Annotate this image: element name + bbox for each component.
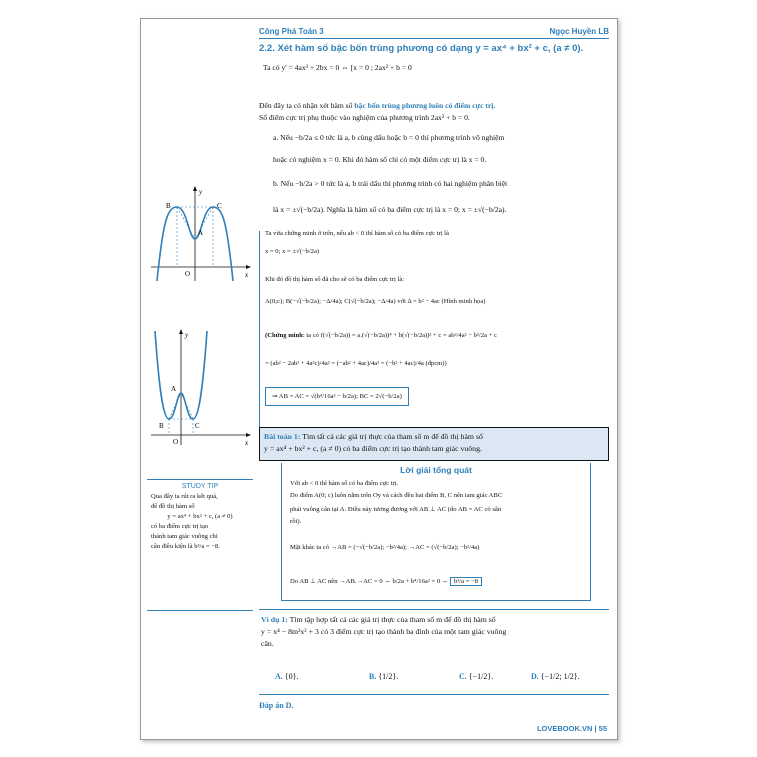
page-footer: LOVEBOOK.VN | 55 <box>536 724 607 733</box>
graph-w-shape <box>147 183 255 283</box>
solution-line-2: Do điểm A(0; c) luôn nằm trên Oy và cách đều hai điểm B, C nên tam giác ABC <box>290 492 503 499</box>
graph1-label-x: x <box>245 271 249 279</box>
example-1-box <box>259 609 609 695</box>
solution-result-box: b³/a = −8 <box>450 577 482 586</box>
solution-line-3: phải vuông cân tại A. Điều này tương đương với AB ⊥ AC (do AB = AC có sẵn <box>290 506 502 513</box>
example-1-label: Ví dụ 1: <box>261 615 288 624</box>
graph1-label-y: y <box>199 188 203 196</box>
graph2-label-x: x <box>245 439 249 447</box>
study-tip-body: Qua đây ta rút ra kết quả, để đồ thị hàm số y = ax⁴ + bx² + c, (a ≠ 0) có ba điểm cực trị tạo thành tam giác vuông chỉ cần điều kiện là b³/a = −8. <box>151 493 233 550</box>
graph2-label-y: y <box>185 331 189 339</box>
book-page <box>140 18 618 740</box>
graph2-label-b: B <box>159 422 164 430</box>
solution-line-6: Do AB ⊥ AC nên →AB.→AC = 0 ⇔ b/2a + b⁴/16a² = 0 ⇔ b³/a = −8 <box>290 577 482 586</box>
graph1-label-a: A <box>198 229 204 237</box>
option-a[interactable]: A. {0}. <box>275 672 299 681</box>
solution-line-4: rồi). <box>290 518 302 525</box>
proof-rule <box>259 231 260 427</box>
derivative-line: Ta có y' = 4ax³ + 2bx = 0 ⇔ [x = 0 ; 2ax² + b = 0 <box>263 63 412 72</box>
graph1-label-o: O <box>185 270 191 278</box>
example-1-text: Ví dụ 1: Tìm tập hợp tất cả các giá trị thực của tham số m để đồ thị hàm số y = x⁴ − 8m²x² + 3 có 3 điểm cực trị tạo thành ba đỉnh của một tam giác vuông cân. <box>261 615 507 648</box>
points-line-1: Khi đó đồ thị hàm số đã cho sẽ có ba điểm cực trị là: <box>265 276 405 283</box>
problem-1-text: Bài toán 1: Tìm tất cả các giá trị thực của tham số m để đồ thị hàm số y = ax⁴ + bx² + c, (a ≠ 0) có ba điểm cực trị tạo thành tam giác vuông. <box>264 432 483 453</box>
solution-box <box>281 463 591 601</box>
graph2-label-o: O <box>173 438 179 446</box>
problem-1-label: Bài toán 1: <box>264 432 301 441</box>
page-header <box>259 27 609 39</box>
header-book-title: Công Phá Toán 3 <box>259 27 324 36</box>
case-a-line-2: hoặc có nghiệm x = 0. Khi đó hàm số chỉ có một điểm cực trị là x = 0. <box>273 155 487 164</box>
problem-1-box <box>259 427 609 461</box>
proved-line-1: Ta vừa chứng minh ở trên, nếu ab < 0 thì hàm số có ba điểm cực trị là <box>265 230 449 237</box>
remark-line-1: Đến đây ta có nhận xét hàm số bậc bốn trùng phương luôn có điểm cực trị. <box>259 101 496 110</box>
case-b-line-1: b. Nếu −b/2a > 0 tức là a, b trái dấu thì phương trình có hai nghiệm phân biệt <box>273 179 508 188</box>
proved-line-2: x = 0; x = ±√(−b/2a) <box>265 248 320 255</box>
option-b[interactable]: B. {1/2}. <box>369 672 399 681</box>
graph2-label-c: C <box>195 422 200 430</box>
graph1-label-c: C <box>217 202 222 210</box>
remark-line-2: Số điểm cực trị phụ thuộc vào nghiệm của phương trình 2ax² + b = 0. <box>259 113 470 122</box>
solution-title: Lời giải tổng quát <box>400 465 472 475</box>
graph1-label-b: B <box>166 202 171 210</box>
solution-line-5: Mặt khác ta có →AB = (−√(−b/2a); −b²/4a); →AC = (√(−b/2a); −b²/4a) <box>290 544 480 551</box>
header-author: Ngọc Huyền LB <box>549 27 609 36</box>
graph2-label-a: A <box>171 385 177 393</box>
case-b-line-2: là x = ±√(−b/2a). Nghĩa là hàm số có ba điểm cực trị là x = 0; x = ±√(−b/2a). <box>273 205 507 214</box>
option-c[interactable]: C. {−1/2}. <box>459 672 494 681</box>
case-a-line-1: a. Nếu −b/2a ≤ 0 tức là a, b cùng dấu hoặc b = 0 thì phương trình vô nghiệm <box>273 133 505 142</box>
study-tip <box>147 479 253 611</box>
option-d[interactable]: D. {−1/2; 1/2}. <box>531 672 580 681</box>
study-tip-title: STUDY TIP <box>181 483 219 490</box>
proof-result-box: ⇒ AB = AC = √(b⁴/16a² − b/2a); BC = 2√(−b/2a) <box>265 387 409 406</box>
points-line-2: A(0;c); B(−√(−b/2a); −Δ/4a); C(√(−b/2a); −Δ/4a) với Δ = b² − 4ac (Hình minh họa) <box>265 298 486 305</box>
proof-line-2: = (ab² − 2ab² + 4a²c)/4a² = (−ab² + 4ac)/4a² = (−b² + 4ac)/4a (đpcm)) <box>265 360 447 367</box>
solution-line-1: Với ab < 0 thì hàm số có ba điểm cực trị. <box>290 480 399 487</box>
graph-m-shape <box>147 327 255 447</box>
section-title: 2.2. Xét hàm số bậc bốn trùng phương có dạng y = ax⁴ + bx² + c, (a ≠ 0). <box>259 43 584 54</box>
remark-highlight: bậc bốn trùng phương luôn có điểm cực trị. <box>354 101 496 110</box>
proof-line-1: (Chứng minh: ta có f(√(−b/2a)) = a.(√(−b/2a))⁴ + b(√(−b/2a))² + c = ab²/4a² − b²/2a + c <box>265 332 497 339</box>
answer-line: Đáp án D. <box>259 701 294 710</box>
